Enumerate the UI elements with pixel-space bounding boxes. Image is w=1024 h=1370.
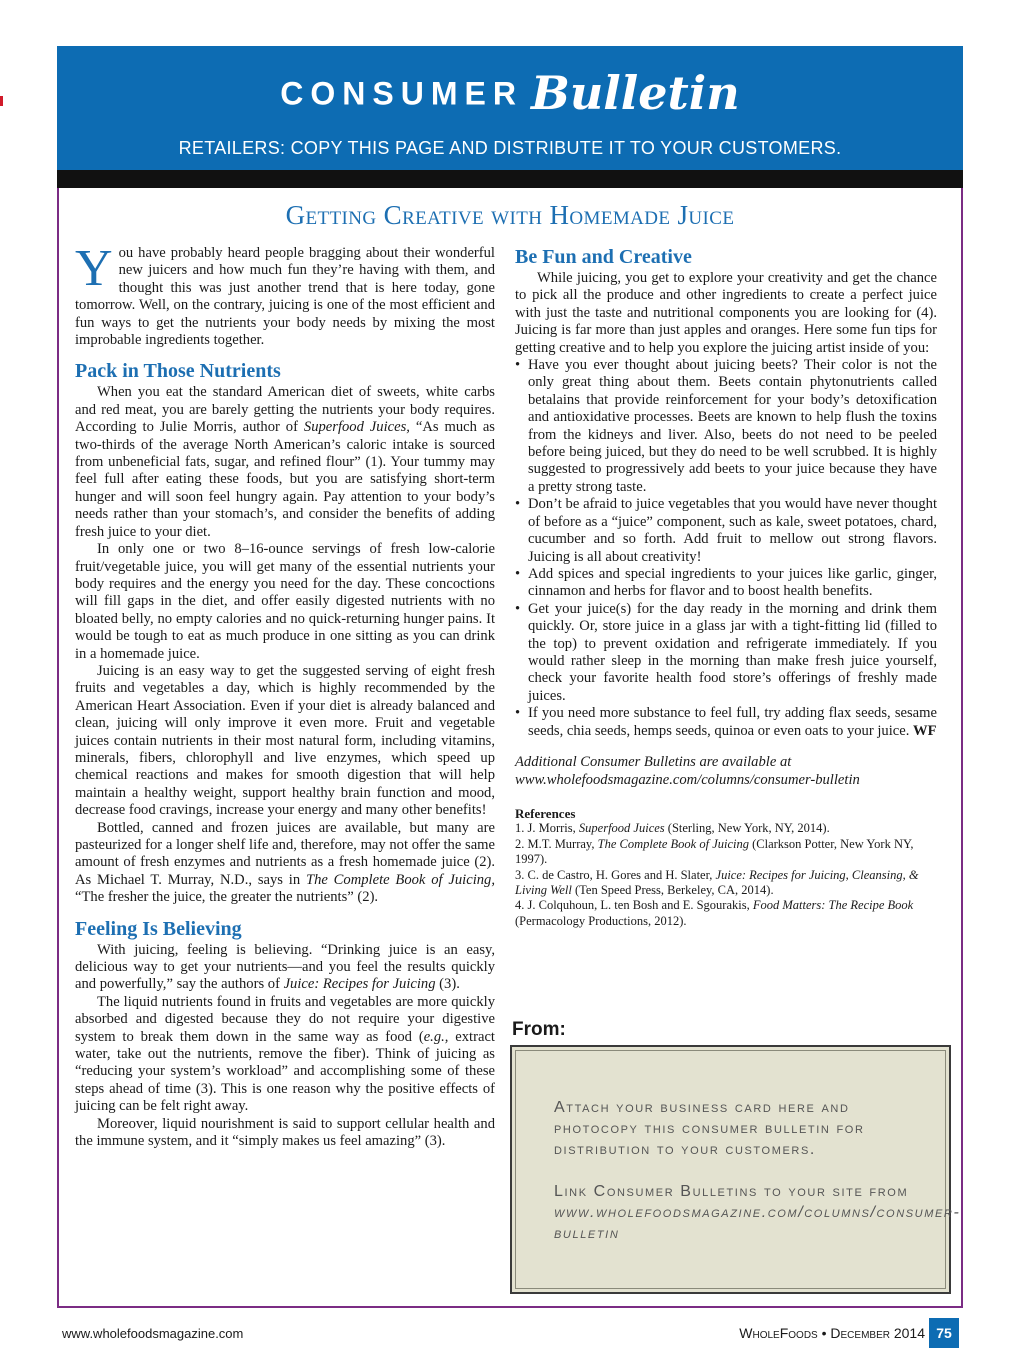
book-title: Food Matters: The Recipe Book	[752, 898, 914, 913]
paragraph: Juicing is an easy way to get the suggested serving of eight fresh fruits and vegetables a day, which is highly recommended by the American Heart Association. Even if your diet is already balanced and clean, juicing will only improve it even more. Fruit and vegetable juices contain nutrients in their most natural form, including vitamins, minerals, fibers, chlorophyll and live enzymes, which speed up chemical reactions and makes for smooth digestion that will help maintain a healthy weight, support healthy brain function and mood, decrease food cravings, increase your energy and many other benefits!	[75, 662, 495, 819]
masthead-title	[57, 58, 963, 128]
text: 1. J. Morris,	[515, 821, 579, 836]
card-line	[554, 1181, 961, 1244]
footer-issue: WholeFoods • December 2014	[739, 1325, 925, 1341]
list-item: • Have you ever thought about juicing beets? Their color is not the only great thing about them. Beets contain phytonutrients called betalains that provide reinforcement for your body’s detoxification and antioxidative processes. Beets are known to help flush the toxins from the kidneys and liver. Also, beets do not need to be peeled before being juiced, but they do need to be well scrubbed. It is highly suggested to progressively add beets to your juice because they have a pretty strong taste.	[515, 357, 937, 496]
book-title: Superfood Juices	[578, 821, 665, 836]
heading-feeling-believing: Feeling Is Believing	[75, 917, 242, 940]
paragraph	[75, 820, 495, 907]
reference-item	[515, 837, 937, 868]
text: (3).	[435, 976, 460, 993]
book-title: Superfood Juices,	[303, 419, 410, 436]
heading-pack-nutrients: Pack in Those Nutrients	[75, 360, 281, 383]
retailer-instruction: RETAILERS: COPY THIS PAGE AND DISTRIBUTE IT TO YOUR CUSTOMERS.	[178, 138, 842, 158]
text: With juicing, feeling is believing. “Drinking juice is an easy, delicious way to get your nutrients—and you feel the results quickly and powerfully,” say the authors of	[75, 941, 495, 993]
crop-mark	[0, 96, 3, 106]
references-title: References	[515, 805, 576, 821]
list-item: • Get your juice(s) for the day ready in the morning and drink them quickly. Or, store juice in a glass jar with a tight-fitting lid (filled to the top) to prevent oxidation and refrigerate immediately. If you would rather sleep in the morning than make fresh juice yourself, check your favorite health food store’s offerings of freshly made juices.	[515, 601, 937, 705]
card-line: Attach your business card here and photocopy this consumer bulletin for distribution to your customers.	[554, 1099, 865, 1158]
footer-site[interactable]: www.wholefoodsmagazine.com	[62, 1326, 244, 1341]
masthead-bulletin: Bulletin	[530, 66, 740, 121]
header-rule	[57, 170, 963, 188]
text: When you eat the standard American diet of sweets, white carbs and red meat, you are barely getting the nutrients your body requires. According to Julie Morris, author of	[75, 384, 495, 436]
left-column	[75, 240, 496, 1151]
consumer-bulletin-header	[57, 46, 963, 170]
text: “The fresher the juice, the greater the nutrients” (2).	[75, 889, 379, 906]
list-item: • Don’t be afraid to juice vegetables that you would have never thought of before as a “juice” component, such as kale, sweet potatoes, chard, cucumber and so forth. Add fruit to mellow out strong flavors. Juicing is all about creativity!	[515, 496, 937, 566]
references	[515, 806, 937, 929]
text: (Sterling, New York, NY, 2014).	[664, 821, 830, 836]
text: (Permacology Productions, 2012).	[515, 913, 687, 928]
intro-paragraph	[75, 240, 495, 349]
drop-cap: Y	[75, 240, 113, 297]
article-title: Getting Creative with Homemade Juice	[285, 200, 735, 230]
tips-list	[515, 357, 937, 740]
text: (Ten Speed Press, Berkeley, CA, 2014).	[571, 883, 774, 897]
availability-url[interactable]: www.wholefoodsmagazine.com/columns/consumer-bulletin	[515, 771, 860, 788]
paragraph: Moreover, liquid nourishment is said to support cellular health and the immune system, and it “simply makes us feel amazing” (3).	[75, 1115, 495, 1150]
book-title: Juice: Recipes for Juicing, Cleansing, & Living Well	[515, 867, 919, 897]
paragraph: While juicing, you get to explore your creativity and get the chance to pick all the produce and other ingredients to create a perfect juice with just the taste and nutritional components you are looking for (4). Juicing is far more than just apples and oranges. Here some fun tips for getting creative and to help you explore the juicing artist inside of you:	[515, 270, 937, 356]
paragraph	[75, 994, 495, 1116]
page-number: 75	[929, 1318, 959, 1348]
book-title: The Complete Book of Juicing,	[305, 871, 496, 888]
spacer	[554, 1160, 914, 1181]
list-item: • Add spices and special ingredients to your juices like garlic, ginger, cinnamon and herbs for flavor and to boost health benefits.	[515, 566, 937, 601]
text: Bottled, canned and frozen juices are available, but many are pasteurized for a longer shelf life and, therefore, may not offer the same amount of fresh enzymes and nutrients as a fresh homemade juice (2). As Michael T. Murray, N.D., says in	[75, 819, 495, 888]
availability-note	[515, 753, 937, 789]
text: Link Consumer Bulletins to your site from	[554, 1183, 909, 1200]
text: 3. C. de Castro, H. Gores and H. Slater,	[515, 867, 716, 882]
intro-text: ou have probably heard people bragging about their wonderful new juicers and how much fun they’re having with them, and thought this was just another trend that is here today, gone tomorrow. Well, on the contrary, juicing is one of the most efficient and fun ways to get the nutrients your body needs by mixing the most improbable ingredients together.	[75, 245, 495, 349]
abbrev: e.g.,	[423, 1028, 449, 1045]
heading-fun-creative: Be Fun and Creative	[515, 246, 692, 268]
text: “As much as two-thirds of the average North American’s caloric intake is sourced from unbeneficial fats, sugar, and refined flour” (1). Your tummy may feel full after eating these foods, but you are satisfying short-term hunger and will soon feel hungry again. Pay attention to your body’s needs rather than your stomach’s, and consider the benefits of adding fresh juice to your diet.	[75, 419, 495, 540]
paragraph: In only one or two 8–16-ounce servings of fresh low-calorie fruit/vegetable juice, you will get many of the essential nutrients your body requires and the energy you need for the day. These concoctions will fill gaps in the diet, and offer easily digested nutrients with no bloated belly, no empty calories and no quick-returning hunger pains. It would be tough to eat as much produce in one sitting as you can drink in a homemade juice.	[75, 541, 495, 662]
availability-text: Additional Consumer Bulletins are available at	[515, 753, 792, 770]
bulletin-url[interactable]: www.wholefoodsmagazine.com/columns/consumer-bulletin	[554, 1204, 961, 1242]
from-label: From:	[512, 1019, 566, 1040]
text: The liquid nutrients found in fruits and vegetables are more quickly absorbed and digested because they do not require your digestive system to break them down in the same way as food (	[75, 993, 495, 1045]
text: 4. J. Colquhoun, L. ten Bosh and E. Sgourakis,	[515, 898, 753, 913]
text: extract water, take out the nutrients, remove the fiber). Think of juicing as “reducing your system’s workload” and accomplishing some of these steps ahead of time (3). This is one reason why the positive effects of juicing can be felt right away.	[75, 1028, 495, 1115]
book-title: Juice: Recipes for Juicing	[283, 976, 436, 993]
text: (Clarkson Potter, New York NY, 1997).	[515, 836, 914, 867]
business-card-box	[510, 1045, 961, 1294]
book-title: The Complete Book of Juicing	[597, 836, 749, 851]
text: If you need more substance to feel full, try adding flax seeds, sesame seeds, chia seeds, hemps seeds, quinoa or even oats to your juice.	[528, 705, 937, 739]
card-instructions	[554, 1097, 961, 1244]
paragraph	[75, 384, 495, 541]
masthead-consumer: CONSUMER	[280, 75, 523, 112]
right-column	[515, 245, 937, 929]
end-mark: WF	[913, 722, 937, 739]
reference-item	[515, 898, 937, 929]
reference-item	[515, 821, 937, 836]
list-item	[515, 705, 937, 740]
paragraph	[75, 942, 495, 994]
text: 2. M.T. Murray,	[515, 836, 598, 851]
reference-item	[515, 868, 937, 899]
